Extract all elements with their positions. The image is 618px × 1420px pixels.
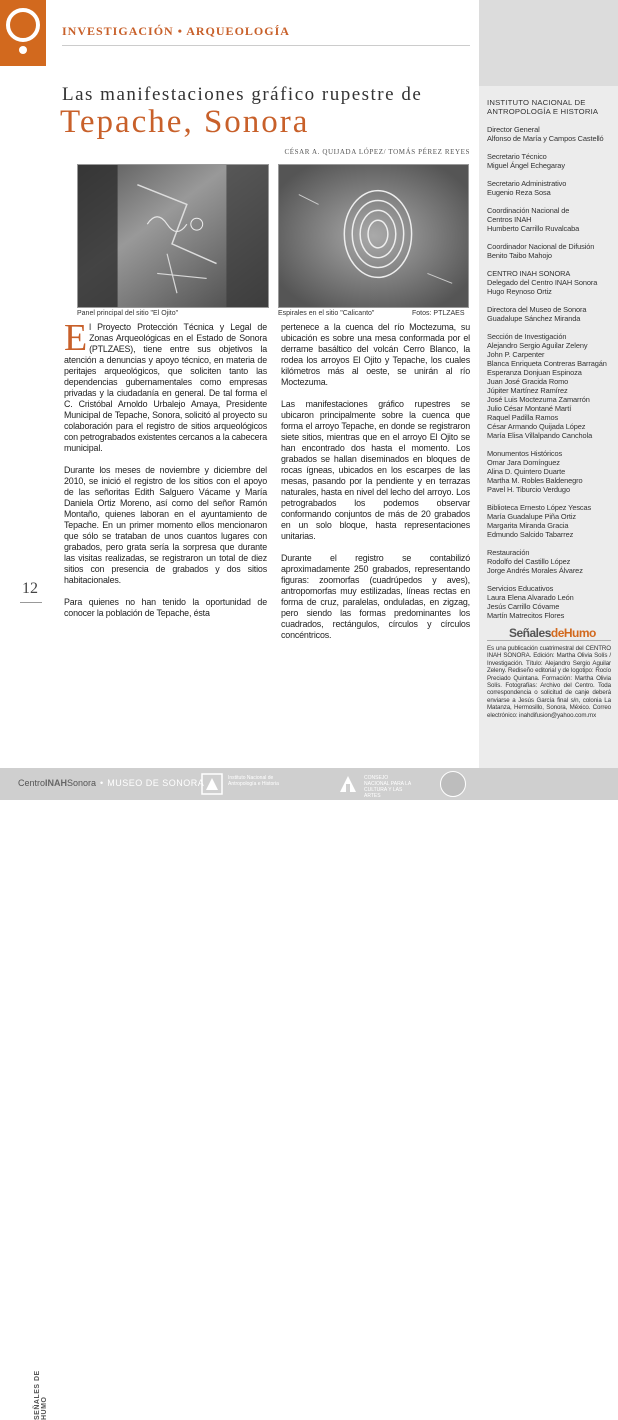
masthead-line: María Guadalupe Piña Ortiz (487, 512, 577, 521)
masthead-line: Secretario Administrativo (487, 179, 567, 188)
masthead-block (487, 449, 617, 494)
masthead-line: ANTROPOLOGÍA E HISTORIA (487, 107, 599, 116)
masthead-line: César Armando Quijada López (487, 422, 586, 431)
masthead-line: Centros INAH (487, 215, 532, 224)
masthead-block (487, 269, 617, 296)
conaculta-logo-text: CONSEJO NACIONAL PARA LA CULTURA Y LAS ARTES (364, 775, 411, 799)
masthead-block (487, 242, 617, 260)
masthead-line: Júpiter Martínez Ramírez (487, 386, 568, 395)
article-title-line-1: Las manifestaciones gráfico rupestre de (62, 84, 423, 105)
article-title-line-2: Tepache, Sonora (60, 104, 310, 140)
masthead-line: Director General (487, 125, 540, 134)
masthead-sidebar (479, 0, 618, 768)
photo-credit: Fotos: PTLZAES (412, 310, 465, 317)
senales-de-humo-logo: SeñalesdeHumo (509, 626, 596, 640)
logo-dot-icon (19, 46, 27, 54)
page-number: 12 (22, 580, 38, 597)
page-number-rule (20, 602, 42, 603)
masthead-line: Blanca Enriqueta Contreras Barragán (487, 359, 607, 368)
logo-ring-icon (6, 8, 40, 42)
masthead-line: Eugenio Reza Sosa (487, 188, 551, 197)
masthead-line: Hugo Reynoso Ortiz (487, 287, 552, 296)
masthead-line: Monumentos Históricos (487, 449, 563, 458)
masthead-line: Alina D. Quintero Duarte (487, 467, 566, 476)
article-paragraph: Las manifestaciones gráfico rupestres se ubicaron principalmente sobre la cuenca que forma el arroyo Tepache, en donde se registraron siete sitios, mientras que en el arroyo El Ojito se han encontrado dos hasta el momento. Los grabados se hallan diseminados en bloques de rocas ígneas, ubicados en los escarpes de las mesas, pasando por la pendiente y en terrazas naturales, hasta en nivel del lecho del arroyo. Los petrograbados los podemos observar conformando conjuntos de más de 20 grabados en un solo bloque, hasta representaciones unitarias. (281, 399, 470, 541)
article-column-2 (281, 322, 470, 652)
masthead-block (487, 125, 617, 143)
masthead-line: Omar Jara Domínguez (487, 458, 560, 467)
footer-brand: CentroINAHSonora • MUSEO DE SONORA (18, 778, 205, 788)
masthead-line: Esperanza Donjuan Espinoza (487, 368, 582, 377)
masthead-block (487, 179, 617, 197)
masthead-line: Pavel H. Tiburcio Verdugo (487, 485, 570, 494)
masthead-line: Secretario Técnico (487, 152, 547, 161)
dropcap: E (64, 317, 88, 359)
article-authors: CÉSAR A. QUIJADA LÓPEZ/ TOMÁS PÉREZ REYES (284, 148, 470, 156)
article-paragraph: El Proyecto Protección Técnica y Legal de Zonas Arqueológicas en el Estado de Sonora (PTLZAES), tiene entre sus objetivos la atención a denuncias y apoyo técnico, en materia de peritajes arqueológicos, que soliciten tanto las dependencias gubernamentales como empresas privadas y la ciudadanía en general. De tal forma el C. Cristóbal Arnoldo Urbalejo Amaya, Presidente Municipal de Tepache, Sonora, solicitó al proyecto su colaboración para el registro de sitios arqueológicos con petrograbados existentes cercanos a la cabecera municipal. (64, 317, 268, 453)
masthead-line: Alfonso de María y Campos Castelló (487, 134, 604, 143)
article-paragraph: pertenece a la cuenca del río Moctezuma, su ubicación es sobre una mesa conformada por el derrame basáltico del volcán Cerro Blanco, la rodea los arroyos El Ojito y Tepache, los cuales kilómetros más al oeste, se unirán al río Moctezuma. (281, 322, 470, 387)
masthead-line: CENTRO INAH SONORA (487, 269, 571, 278)
article-paragraph: Durante el registro se contabilizó aproximadamente 250 grabados, representando figuras: zoomorfas (cuadrúpedos y aves), antropomorfas muy estilizadas, líneas rectas en forma de cruz, paralelas, onduladas, en zigzag, pero siendo las formas predominantes los cuadrados, rectángulos, círculos y círculos concéntricos. (281, 553, 470, 640)
government-seal-icon (440, 771, 466, 797)
masthead-block (487, 503, 617, 539)
publication-side-label: SEÑALES DE HUMO (34, 1370, 48, 1420)
masthead-block (487, 206, 617, 233)
section-tag: INVESTIGACIÓN • ARQUEOLOGÍA (62, 24, 290, 38)
inah-logo-text: Instituto Nacional de Antropología e Historia (228, 775, 279, 787)
masthead-line: Jorge Andrés Morales Álvarez (487, 566, 583, 575)
masthead-line: Laura Elena Alvarado León (487, 593, 574, 602)
article-paragraph: Durante los meses de noviembre y diciembre del 2010, se inició el registro de los sitios con el apoyo de las señoritas Edith Salguero Vácame y María Daniela Ortiz Moreno, así como del señor Ramón Montaño, quienes laboran en el ayuntamiento de Tepache. En un primer momento ellos mencionaron que sólo se trataban de unos cuantos lugares con grabados, pero grata sería la sorpresa que durante las visitas realizadas, se registraron un total de diez sitios con presencia de grabados y dos sitios habitacionales. (64, 465, 267, 585)
photo-caption-1: Panel principal del sitio "El Ojito" (77, 310, 179, 317)
masthead-line: José Luis Moctezuma Zamarrón (487, 395, 590, 404)
masthead-block (487, 548, 617, 575)
masthead-line: Raquel Padilla Ramos (487, 413, 559, 422)
conaculta-logo-icon (336, 772, 360, 796)
masthead-line: Directora del Museo de Sonora (487, 305, 587, 314)
masthead-line: Margarita Miranda Gracia (487, 521, 569, 530)
masthead-line: Julio César Montané Martí (487, 404, 572, 413)
photo-caption-2: Espirales en el sitio "Calicanto" (278, 310, 375, 317)
masthead-line: Edmundo Salcido Tabarrez (487, 530, 574, 539)
sidebar-divider (487, 640, 611, 641)
masthead-line: Coordinación Nacional de (487, 206, 570, 215)
sidebar-top-band (479, 0, 618, 86)
photo-panel-el-ojito (77, 164, 269, 308)
masthead-line: Martha M. Robles Baldenegro (487, 476, 583, 485)
masthead-line: Humberto Carrillo Ruvalcaba (487, 224, 580, 233)
masthead-line: Juan José Gracida Romo (487, 377, 569, 386)
masthead-line: Coordinador Nacional de Difusión (487, 242, 595, 251)
masthead-block (487, 305, 617, 323)
masthead-line: Delegado del Centro INAH Sonora (487, 278, 598, 287)
masthead-line: Martín Matrecitos Flores (487, 611, 565, 620)
masthead-line: Benito Taibo Mahojo (487, 251, 552, 260)
masthead-line: Restauración (487, 548, 530, 557)
inah-logo-icon (200, 772, 224, 796)
masthead-block (487, 584, 617, 620)
masthead-line: María Elisa Villalpando Canchola (487, 431, 593, 440)
masthead-line: Miguel Ángel Echegaray (487, 161, 565, 170)
masthead-line: Jesús Carrillo Cóvame (487, 602, 560, 611)
page-footer (0, 768, 618, 800)
masthead-line: Alejandro Sergio Aguilar Zeleny (487, 341, 588, 350)
masthead-line: Servicios Educativos (487, 584, 554, 593)
masthead-block (487, 332, 617, 440)
masthead-line: Biblioteca Ernesto López Yescas (487, 503, 592, 512)
corner-logo (0, 0, 46, 66)
publication-note: Es una publicación cuatrimestral del CENTRO INAH SONORA. Edición: Martha Olivia Solís / Investigación. Título: Alejandro Sergio Aguilar Zeleny. Rediseño editorial y de logotipo: Rocío Preciado Quintana. Formación: Martha Olivia Solís. Fotografías: Archivo del Centro. Toda correspondencia o solicitud de canje deberá enviarse a Jesús García final s/n, colonia La Matanza, Hermosillo, Sonora, México. Correo electrónico: inahdifusion@yahoo.com.mx (487, 645, 611, 719)
article-column-1 (64, 317, 268, 630)
section-divider (62, 45, 470, 46)
masthead-line: Guadalupe Sánchez Miranda (487, 314, 581, 323)
article-paragraph: Para quienes no han tenido la oportunidad de conocer la población de Tepache, ésta (64, 597, 267, 618)
masthead-line: INSTITUTO NACIONAL DE (487, 98, 586, 107)
masthead-line: Rodolfo del Castillo López (487, 557, 571, 566)
masthead-block (487, 98, 617, 116)
photo-spirals-calicanto (278, 164, 469, 308)
masthead-credits (487, 98, 617, 719)
masthead-line: John P. Carpenter (487, 350, 545, 359)
masthead-block (487, 152, 617, 170)
masthead-line: Sección de Investigación (487, 332, 567, 341)
